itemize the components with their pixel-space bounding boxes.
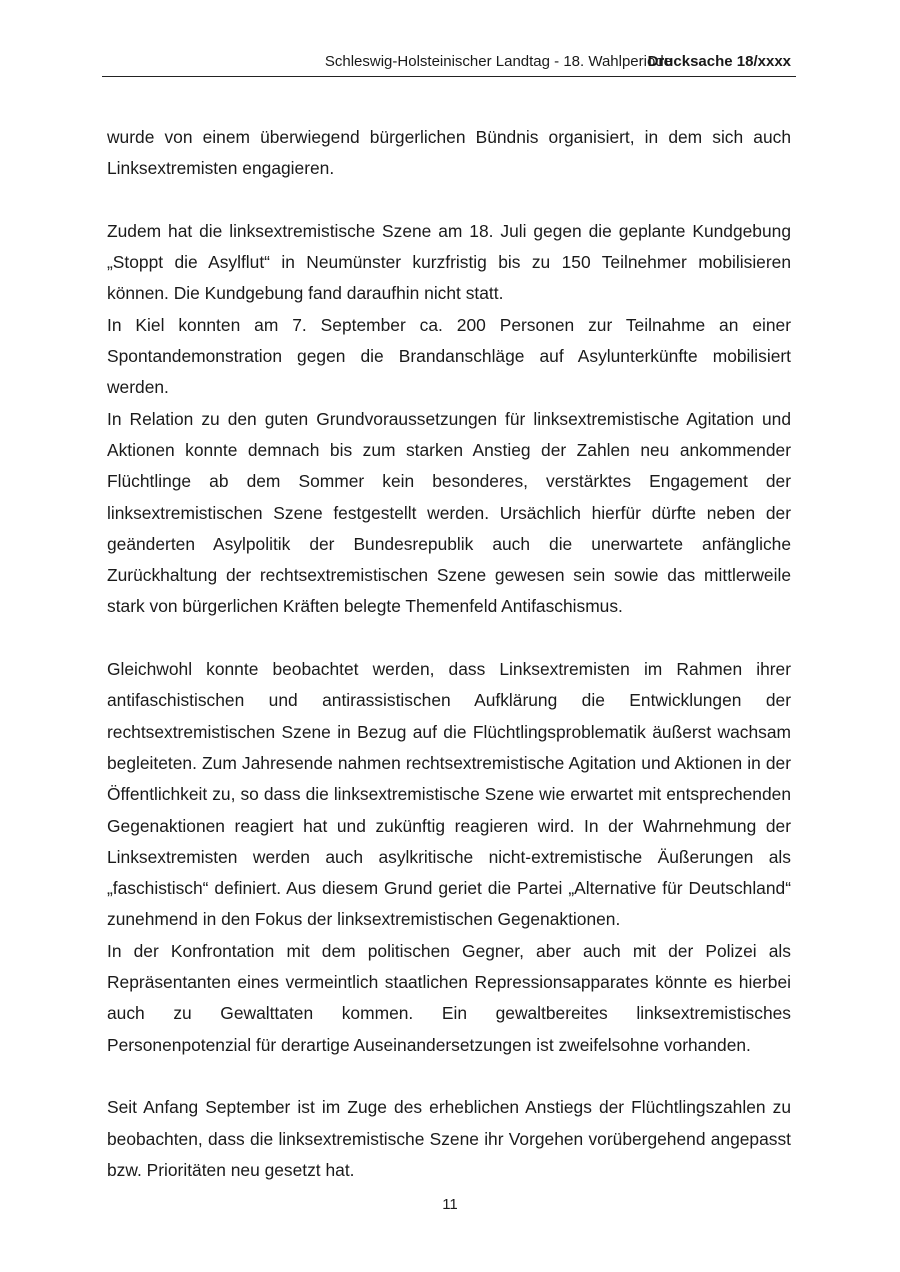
header-title: Schleswig-Holsteinischer Landtag - 18. Wahlperiode xyxy=(324,53,672,70)
document-body xyxy=(107,122,791,1186)
header-document-number: Drucksache 18/xxxx xyxy=(647,53,791,70)
paragraph-4: In Relation zu den guten Grundvoraussetzungen für linksextremistische Agitation und Aktionen konnte demnach bis zum starken Anstieg der Zahlen neu ankommender Flüchtlinge ab dem Sommer kein besonderes, verstärktes Engagement der linksextremistischen Szene festgestellt werden. Ursächlich hierfür dürfte neben der geänderten Asylpolitik der Bundesrepublik auch die unerwartete anfängliche Zurückhaltung der rechtsextremistischen Szene gewesen sein sowie das mittlerweile stark von bürgerlichen Kräften belegte Themenfeld Antifaschismus. xyxy=(107,408,791,617)
paragraph-7: Seit Anfang September ist im Zuge des erheblichen Anstiegs der Flüchtlingszahlen zu beobachten, dass die linksextremistische Szene ihr Vorgehen vorübergehend angepasst bzw. Prioritäten neu gesetzt hat. xyxy=(107,1097,791,1180)
paragraph-5: Gleichwohl konnte beobachtet werden, dass Linksextremisten im Rahmen ihrer antifaschistischen und antirassistischen Aufklärung die Entwicklungen der rechtsextremistischen Szene in Bezug auf die Flüchtlingsproblematik äußerst wachsam begleiteten. Zum Jahresende nahmen rechtsextremistische Agitation und Aktionen in der Öffentlichkeit zu, so dass die linksextremistische Szene wie erwartet mit entsprechenden Gegenaktionen reagiert hat und zukünftig reagieren wird. In der Wahrnehmung der Linksextremisten werden auch asylkritische nicht-extremistische Äußerungen als „faschistisch“ definiert. Aus diesem Grund geriet die Partei „Alternative für Deutschland“ zunehmend in den Fokus der linksextremistischen Gegenaktionen. xyxy=(107,659,791,930)
paragraph-2: Zudem hat die linksextremistische Szene am 18. Juli gegen die geplante Kundgebung „Stoppt die Asylflut“ in Neumünster kurzfristig bis zu 150 Teilnehmer mobilisieren können. Die Kundgebung fand daraufhin nicht statt. xyxy=(107,220,791,304)
paragraph-6: In der Konfrontation mit dem politischen Gegner, aber auch mit der Polizei als Repräsentanten eines vermeintlich staatlichen Repressionsapparates könnte es hierbei auch zu Gewalttaten kommen. Ein gewaltbereites linksextremistisches Personenpotenzial für derartige Auseinandersetzungen ist zweifelsohne vorhanden. xyxy=(107,940,791,1055)
page-number: 11 xyxy=(442,1196,458,1213)
page-header xyxy=(102,50,796,77)
paragraph-1: wurde von einem überwiegend bürgerlichen Bündnis organisiert, in dem sich auch Linksextremisten engagieren. xyxy=(107,127,791,179)
paragraph-3: In Kiel konnten am 7. September ca. 200 Personen zur Teilnahme an einer Spontandemonstration gegen die Brandanschläge auf Asylunterkünfte mobilisiert werden. xyxy=(107,314,791,398)
